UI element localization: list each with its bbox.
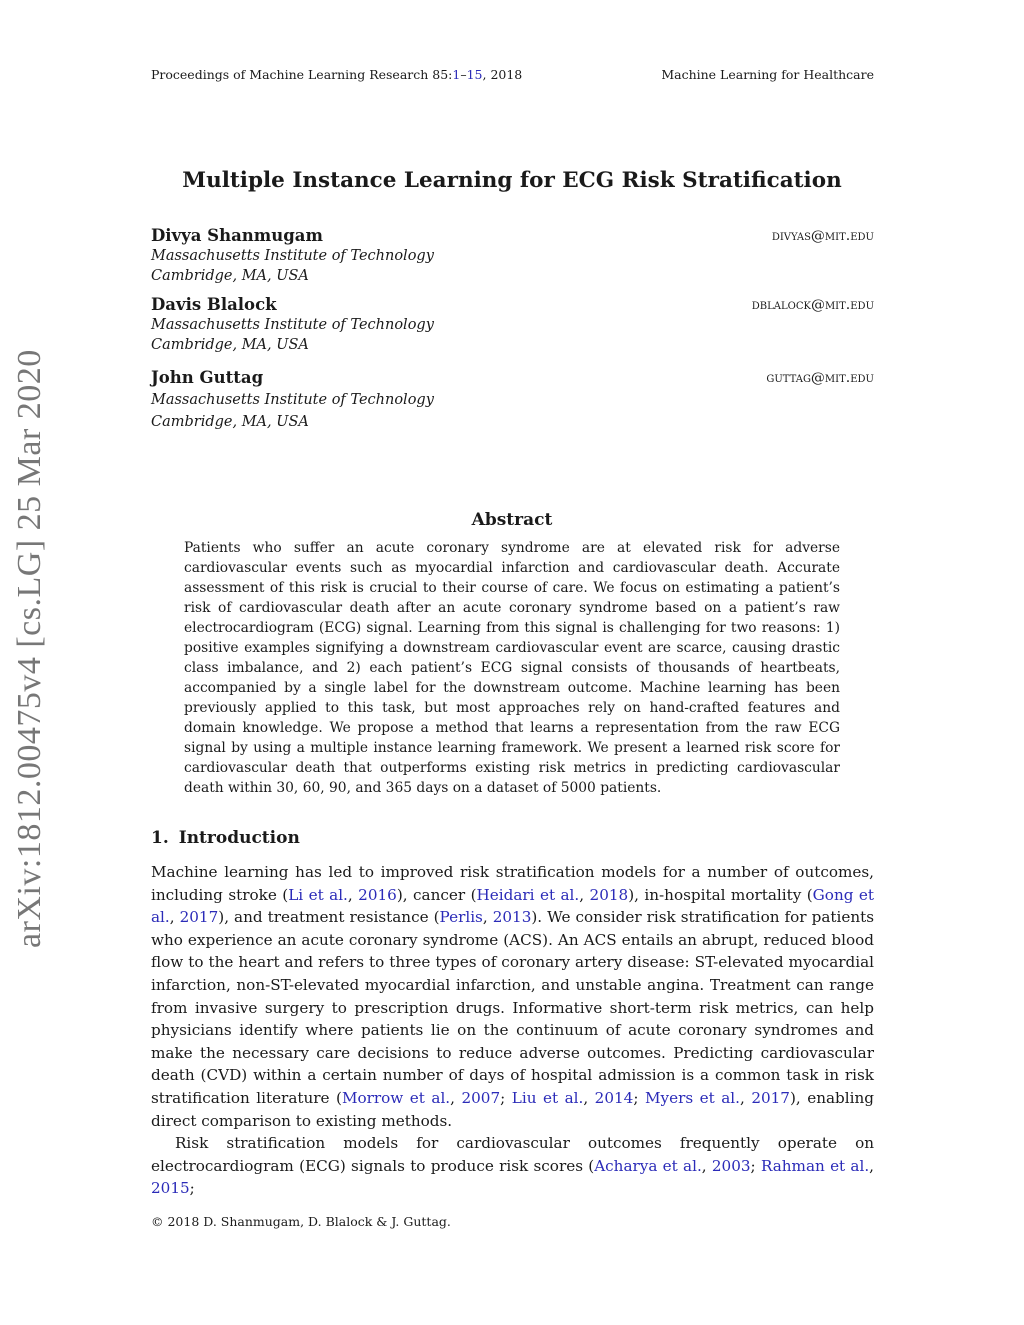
citation-year-link[interactable]: 2016 — [358, 885, 397, 904]
author-name: John Guttag — [151, 368, 264, 387]
citation-link[interactable]: Myers et al. — [644, 1088, 740, 1107]
citation-year-link[interactable]: 2018 — [589, 885, 629, 904]
section-heading — [151, 826, 300, 850]
section-number: 1. — [151, 828, 169, 848]
abstract-text: Patients who suffer an acute coronary syndrome are at elevated risk for adverse cardiovascular events such as myocardial infarction and cardiovascular death. Accurate assessment of this risk is crucial to their course of care. We focus on estimating a patient’s risk of cardiovascular death after an acute coronary syndrome based on a patient’s raw electrocardiogram (ECG) signal. Learning from this signal is challenging for two reasons: 1) positive examples signifying a downstream cardiovascular event are scarce, causing drastic class imbalance, and 2) each patient’s ECG signal consists of thousands of heartbeats, accompanied by a single label for the downstream outcome. Machine learning has been previously applied to this task, but most approaches rely on hand-crafted features and domain knowledge. We propose a method that learns a representation from the raw ECG signal by using a multiple instance learning framework. We present a learned risk score for cardiovascular death that outperforms existing risk metrics in predicting cardiovascular death within 30, 60, 90, and 365 days on a dataset of 5000 patients. — [184, 540, 840, 796]
citation-link[interactable]: Acharya et al. — [594, 1156, 702, 1175]
author-affiliation: Massachusetts Institute of Technology — [151, 392, 434, 408]
citation-link[interactable]: Gong et al. — [151, 885, 874, 927]
first-page-link[interactable]: 1 — [452, 67, 461, 82]
citation-year-link[interactable]: 2017 — [751, 1088, 790, 1107]
author-affiliation: Massachusetts Institute of Technology — [151, 317, 434, 333]
citation-link[interactable]: Perlis — [439, 908, 483, 927]
citation-year-link[interactable]: 2007 — [461, 1088, 501, 1107]
last-page-link[interactable]: 15 — [466, 67, 483, 82]
citation-year-link[interactable]: 2015 — [151, 1179, 190, 1198]
citation-link[interactable]: Rahman et al. — [760, 1156, 870, 1175]
author-location: Cambridge, MA, USA — [151, 414, 309, 430]
author-location: Cambridge, MA, USA — [151, 337, 309, 353]
author-location: Cambridge, MA, USA — [151, 268, 309, 284]
paragraph: Risk stratification models for cardiovascular outcomes frequently operate on electrocardiogram (ECG) signals to produce risk scores (Acharya et al., 2003; Rahman et al., 2015; — [151, 1134, 874, 1198]
citation-link[interactable]: Li et al. — [288, 885, 348, 904]
section-title: Introduction — [178, 828, 300, 848]
citation-year-link[interactable]: 2017 — [179, 908, 219, 927]
paragraph: Machine learning has led to improved risk stratification models for a number of outcomes, including stroke (Li et al., 2016), cancer (Heidari et al., 2018), in-hospital mortality (Gong et al., 2017), and treatment resistance (Perlis, 2013). We consider risk stratification for patients who experience an acute coronary syndrome (ACS). An ACS entails an abrupt, reduced blood flow to the heart and refers to three types of coronary artery disease: ST-elevated myocardial infarction, non-ST-elevated myocardial infarction, and unstable angina. Treatment can range from invasive surgery to prescription drugs. Informative short-term risk metrics, can help physicians identify where patients lie on the continuum of acute coronary syndromes and make the necessary care decisions to reduce adverse outcomes. Predicting cardiovascular death (CVD) within a certain number of days of hospital admission is a common task in risk stratification literature (Morrow et al., 2007; Liu et al., 2014; Myers et al., 2017), enabling direct comparison to existing methods. — [151, 863, 874, 1130]
running-header-left: Proceedings of Machine Learning Research 85:1–15, 2018 — [151, 67, 523, 82]
author-email: guttag@mit.edu — [766, 370, 874, 386]
citation-year-link[interactable]: 2003 — [711, 1156, 751, 1175]
arxiv-identifier-stamp: arXiv:1812.00475v4 [cs.LG] 25 Mar 2020 — [11, 349, 48, 949]
citation-year-link[interactable]: 2013 — [492, 908, 532, 927]
copyright-footer: © 2018 D. Shanmugam, D. Blalock & J. Guttag. — [151, 1214, 451, 1229]
body-text — [151, 861, 874, 1200]
citation-link[interactable]: Liu et al. — [511, 1088, 584, 1107]
author-name: Divya Shanmugam — [151, 226, 323, 245]
abstract-heading: Abstract — [471, 510, 553, 530]
paper-title: Multiple Instance Learning for ECG Risk Stratification — [182, 168, 842, 193]
citation-link[interactable]: Morrow et al. — [341, 1088, 451, 1107]
running-header-right: Machine Learning for Healthcare — [661, 67, 874, 82]
author-email: divyas@mit.edu — [771, 228, 874, 244]
author-name: Davis Blalock — [151, 295, 277, 314]
citation-link[interactable]: Heidari et al. — [476, 885, 580, 904]
author-email: dblalock@mit.edu — [751, 297, 874, 313]
citation-year-link[interactable]: 2014 — [594, 1088, 634, 1107]
author-affiliation: Massachusetts Institute of Technology — [151, 248, 434, 264]
